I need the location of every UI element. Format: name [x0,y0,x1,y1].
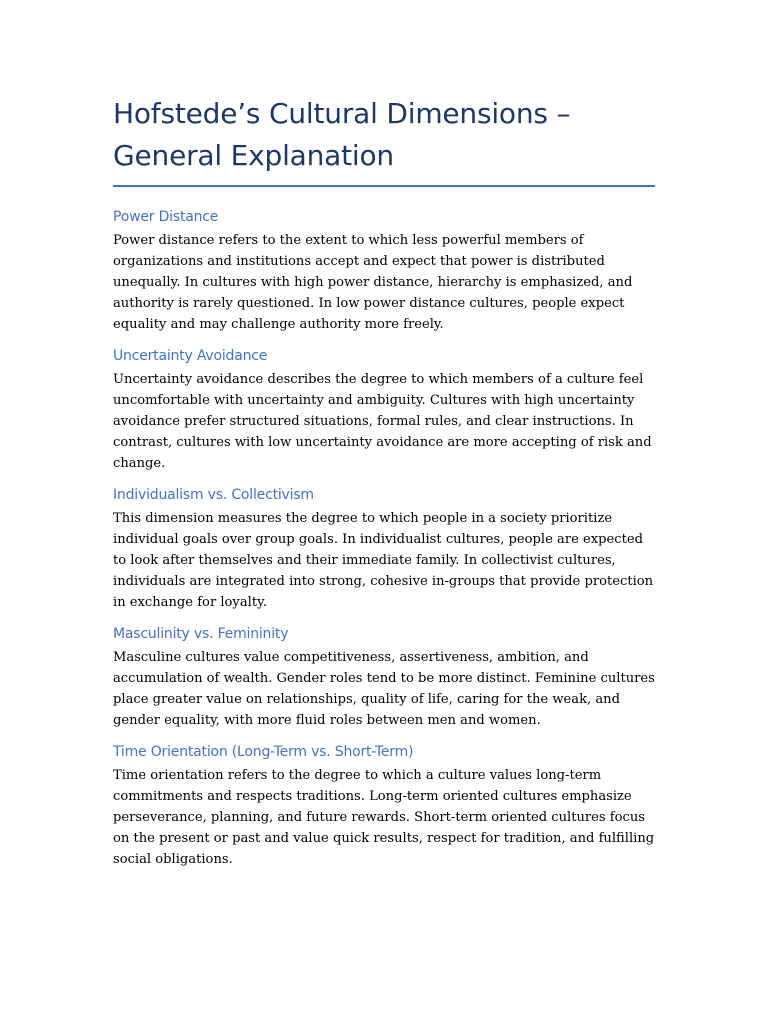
section-body: Masculine cultures value competitiveness, assertiveness, ambition, and accumulation of wealth. Gender roles tend to be more distinct. Feminine cultures place greater value on relationships, quality of life, caring for the weak, and gender equality, with more fluid roles between men and women. [113,650,655,728]
section-heading: Power Distance [113,209,219,225]
section-heading: Individualism vs. Collectivism [113,487,314,503]
section-heading: Masculinity vs. Femininity [113,626,289,642]
section-uncertainty-avoidance [113,347,655,474]
title-underline [113,185,655,187]
title-line-2: General Explanation [113,139,394,172]
section-masculinity-femininity [113,625,655,731]
section-time-orientation [113,743,655,870]
title-line-1: Hofstede’s Cultural Dimensions – [113,97,571,130]
document-page [113,93,655,882]
section-body: Uncertainty avoidance describes the degree to which members of a culture feel uncomfortable with uncertainty and ambiguity. Cultures with high uncertainty avoidance prefer structured situations, formal rules, and clear instructions. In contrast, cultures with low uncertainty avoidance are more accepting of risk and change. [113,372,652,471]
section-body: Time orientation refers to the degree to which a culture values long-term commitments and respects traditions. Long-term oriented cultures emphasize perseverance, planning, and future rewards. Short-term oriented cultures focus on the present or past and value quick results, respect for tradition, and fulfilling social obligations. [113,768,655,867]
section-power-distance [113,208,655,335]
section-heading: Time Orientation (Long-Term vs. Short-Term) [113,744,414,760]
section-heading: Uncertainty Avoidance [113,348,268,364]
document-title [113,93,655,177]
section-body: This dimension measures the degree to which people in a society prioritize individual goals over group goals. In individualist cultures, people are expected to look after themselves and their immediate family. In collectivist cultures, individuals are integrated into strong, cohesive in-groups that provide protection in exchange for loyalty. [113,511,654,610]
section-body: Power distance refers to the extent to which less powerful members of organizations and institutions accept and expect that power is distributed unequally. In cultures with high power distance, hierarchy is emphasized, and authority is rarely questioned. In low power distance cultures, people expect equality and may challenge authority more freely. [113,233,633,332]
section-individualism-collectivism [113,486,655,613]
